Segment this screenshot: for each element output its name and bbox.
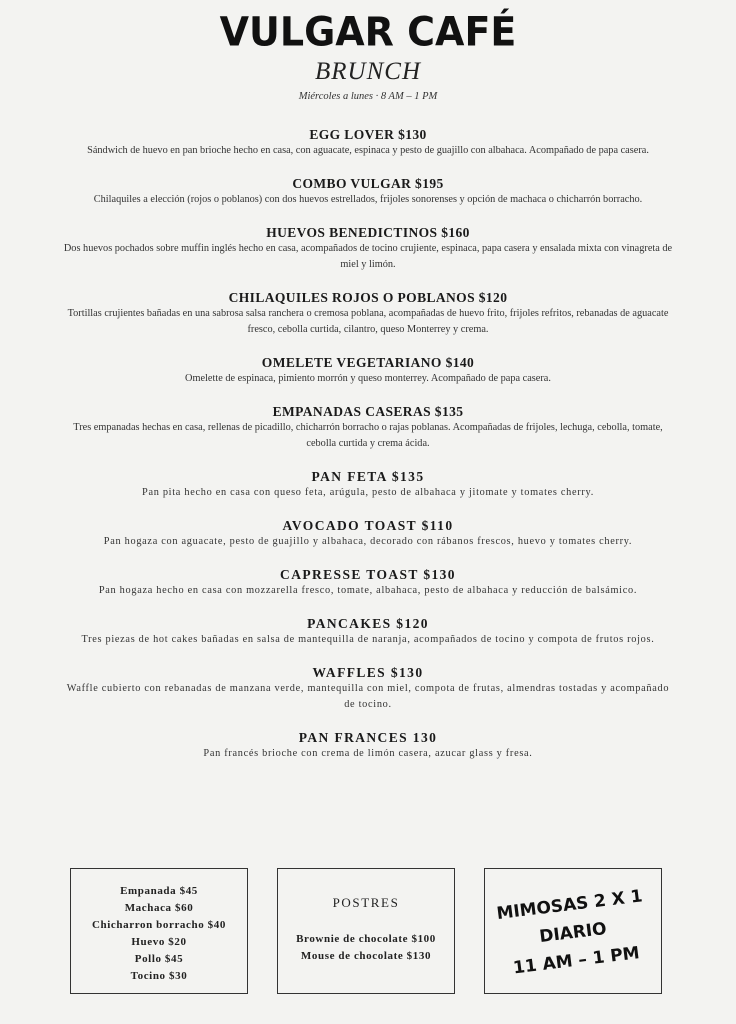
menu-item <box>60 729 676 762</box>
menu-item-description: Pan pita hecho en casa con queso feta, arúgula, pesto de albahaca y jitomate y tomates cherry. <box>142 487 594 498</box>
menu-item-description: Dos huevos pochados sobre muffin inglés hecho en casa, acompañados de tocino crujiente, espinaca, papa casera y ensalada mixta con vinagreta de miel y limón. <box>63 243 673 270</box>
menu-item <box>60 615 676 648</box>
menu-item-description: Pan hogaza con aguacate, pesto de guajillo y albahaca, decorado con rábanos frescos, huevo y tomates cherry. <box>103 536 633 547</box>
menu-item <box>60 664 676 713</box>
menu-item-title: OMELETE VEGETARIANO $140 <box>261 355 475 370</box>
menu-item <box>60 566 676 599</box>
menu-item-description: Omelette de espinaca, pimiento morrón y queso monterrey. Acompañado de papa casera. <box>185 373 551 384</box>
extra-item: Pollo $45 <box>134 953 184 965</box>
postres-list <box>278 931 454 965</box>
extra-item: Chicharron borracho $40 <box>92 919 226 931</box>
menu-item-title: HUEVOS BENEDICTINOS $160 <box>266 225 470 240</box>
extras-box <box>70 868 248 994</box>
menu-item-description: Pan hogaza hecho en casa con mozzarella fresco, tomate, albahaca, pesto de albahaca y reducción de balsámico. <box>98 585 638 596</box>
menu-item-title: PAN FRANCES 130 <box>298 730 438 745</box>
postres-title: POSTRES <box>332 895 400 910</box>
promo-line: MIMOSAS 2 X 1 <box>495 886 644 925</box>
extra-item: Machaca $60 <box>124 902 194 914</box>
menu-item-description: Tortillas crujientes bañadas en una sabrosa salsa ranchera o cremosa poblana, acompañadas de huevo frito, frijoles refritos, rebanadas de aguacate fresco, cebolla curtida, cilantro, queso Monterrey y crema. <box>67 308 669 335</box>
promo-line: 11 AM – 1 PM <box>512 943 641 979</box>
menu-item <box>60 126 676 159</box>
menu-subtitle: BRUNCH <box>315 58 421 85</box>
menu-item <box>60 517 676 550</box>
menu-item-title: PANCAKES $120 <box>307 616 429 631</box>
menu-item-title: COMBO VULGAR $195 <box>292 176 444 191</box>
postres-box <box>277 868 455 994</box>
postre-item: Mouse de chocolate $130 <box>300 950 432 962</box>
postre-item: Brownie de chocolate $100 <box>296 933 436 945</box>
menu-item-description: Tres empanadas hechas en casa, rellenas de picadillo, chicharrón borracho o rajas poblanas. Acompañadas de frijoles, lechuga, cebolla, tomate, cebolla curtida y crema ácida. <box>73 422 663 449</box>
menu-item-title: EMPANADAS CASERAS $135 <box>272 404 464 419</box>
mimosas-promo <box>481 881 666 986</box>
opening-hours: Miércoles a lunes · 8 AM – 1 PM <box>298 91 438 102</box>
menu-items <box>60 126 676 762</box>
menu-item <box>60 403 676 452</box>
menu-item-title: AVOCADO TOAST $110 <box>282 518 454 533</box>
menu-item-description: Tres piezas de hot cakes bañadas en salsa de mantequilla de naranja, acompañados de tocino y compota de frutos rojos. <box>81 634 655 645</box>
promo-box <box>484 868 662 994</box>
extra-item: Tocino $30 <box>130 970 188 982</box>
menu-item <box>60 175 676 208</box>
menu-item-title: PAN FETA $135 <box>311 469 425 484</box>
menu-item-title: CAPRESSE TOAST $130 <box>280 567 456 582</box>
menu-item <box>60 289 676 338</box>
menu-item-description: Chilaquiles a elección (rojos o poblanos) con dos huevos estrellados, frijoles sonorenses y opción de machaca o chicharrón borracho. <box>93 194 643 205</box>
menu-item <box>60 224 676 273</box>
extras-list <box>71 883 247 985</box>
cafe-title: VULGAR CAFÉ <box>219 8 517 56</box>
menu-item-description: Pan francés brioche con crema de limón casera, azucar glass y fresa. <box>203 748 533 759</box>
extra-item: Huevo $20 <box>131 936 187 948</box>
menu-item-description: Waffle cubierto con rebanadas de manzana verde, mantequilla con miel, compota de frutas, almendras tostadas y acompañado de tocino. <box>66 683 670 710</box>
menu-item-title: EGG LOVER $130 <box>309 127 427 142</box>
menu-item <box>60 468 676 501</box>
menu-item-title: CHILAQUILES ROJOS O POBLANOS $120 <box>228 290 508 305</box>
extra-item: Empanada $45 <box>120 885 198 897</box>
menu-item-description: Sándwich de huevo en pan brioche hecho en casa, con aguacate, espinaca y pesto de guajillo con albahaca. Acompañado de papa casera. <box>87 145 649 156</box>
menu-item <box>60 354 676 387</box>
promo-line: DIARIO <box>538 918 608 948</box>
menu-item-title: WAFFLES $130 <box>312 665 424 680</box>
